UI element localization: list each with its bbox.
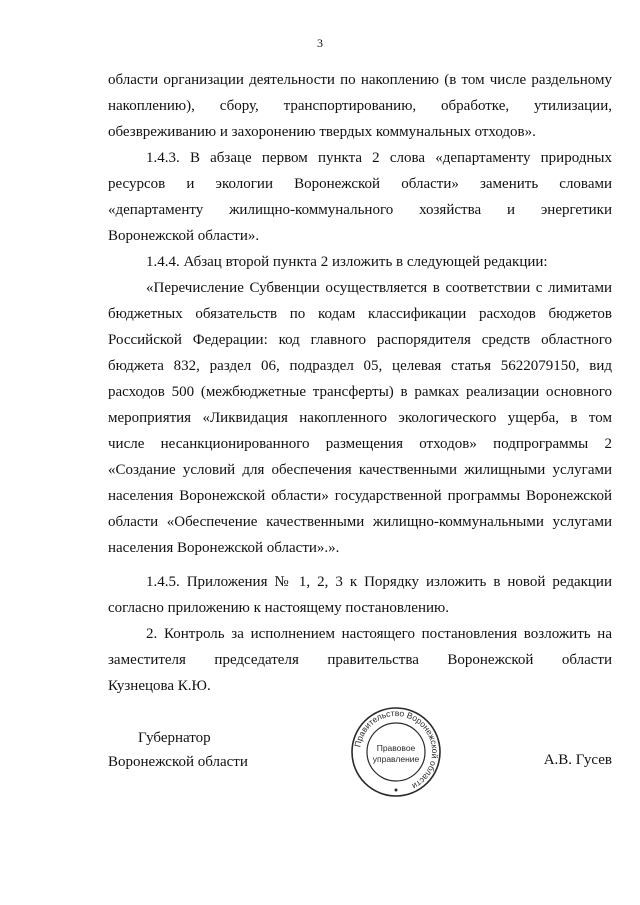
paragraph-quote <box>108 278 612 564</box>
text-line: бюджетных обязательств по кодам классификации расходов бюджетов <box>108 306 612 322</box>
text-line: населения Воронежской области» государственной программы Воронежской <box>108 488 612 504</box>
text-line: 1.4.3. В абзаце первом пункта 2 слова «департаменту природных <box>146 150 612 166</box>
text-line: ресурсов и экологии Воронежской области» заменить словами <box>108 176 612 192</box>
text-line: мероприятия «Ликвидация накопленного экологического ущерба, в том <box>108 410 612 426</box>
text-line: «Перечисление Субвенции осуществляется в соответствии с лимитами <box>146 280 612 296</box>
stamp-ring-text: Правительство Воронежской области <box>352 707 441 792</box>
page-number: 3 <box>317 36 323 50</box>
text-line: заместителя председателя правительства Воронежской области <box>108 652 612 668</box>
text-line: «Создание условий для обеспечения качественными жилищными услугами <box>108 462 612 478</box>
legal-department-stamp <box>350 706 442 798</box>
signatory-position: Губернатор <box>138 730 211 746</box>
paragraph-1-4-4 <box>108 252 612 278</box>
text-line: числе несанкционированного размещения отходов» подпрограммы 2 <box>108 436 612 452</box>
text-line: «департаменту жилищно-коммунального хозяйства и энергетики <box>108 202 612 218</box>
paragraph-continuation <box>108 70 612 148</box>
text-line: расходов 500 (межбюджетные трансферты) в рамках реализации основного <box>108 384 612 400</box>
paragraph-2 <box>108 624 612 702</box>
text-line: обезвреживанию и захоронению твердых коммунальных отходов». <box>108 124 536 140</box>
stamp-center-line-2: управление <box>372 754 420 764</box>
signatory-region: Воронежской области <box>108 754 248 770</box>
text-line: согласно приложению к настоящему постановлению. <box>108 600 449 616</box>
text-line: 2. Контроль за исполнением настоящего постановления возложить на <box>146 626 612 642</box>
text-line: 1.4.5. Приложения № 1, 2, 3 к Порядку изложить в новой редакции <box>146 574 612 590</box>
text-line: бюджета 832, раздел 06, подраздел 05, целевая статья 5622079150, вид <box>108 358 612 374</box>
text-line: области организации деятельности по накоплению (в том числе раздельному <box>108 72 612 88</box>
stamp-dot <box>395 789 398 792</box>
signatory-name: А.В. Гусев <box>543 752 612 768</box>
text-line: области «Обеспечение качественными жилищно-коммунальными услугами <box>108 514 612 530</box>
text-line: населения Воронежской области».». <box>108 540 340 556</box>
paragraph-1-4-5 <box>108 572 612 624</box>
signatory-title <box>108 728 248 776</box>
stamp-center-line-1: Правовое <box>376 743 416 753</box>
paragraph-1-4-3 <box>108 148 612 252</box>
text-line: накоплению), сбору, транспортированию, обработке, утилизации, <box>108 98 612 114</box>
text-line: Российской Федерации: код главного распорядителя средств областного <box>108 332 612 348</box>
text-line: 1.4.4. Абзац второй пункта 2 изложить в следующей редакции: <box>146 254 548 270</box>
text-line: Кузнецова К.Ю. <box>108 678 211 694</box>
text-line: Воронежской области». <box>108 228 260 244</box>
